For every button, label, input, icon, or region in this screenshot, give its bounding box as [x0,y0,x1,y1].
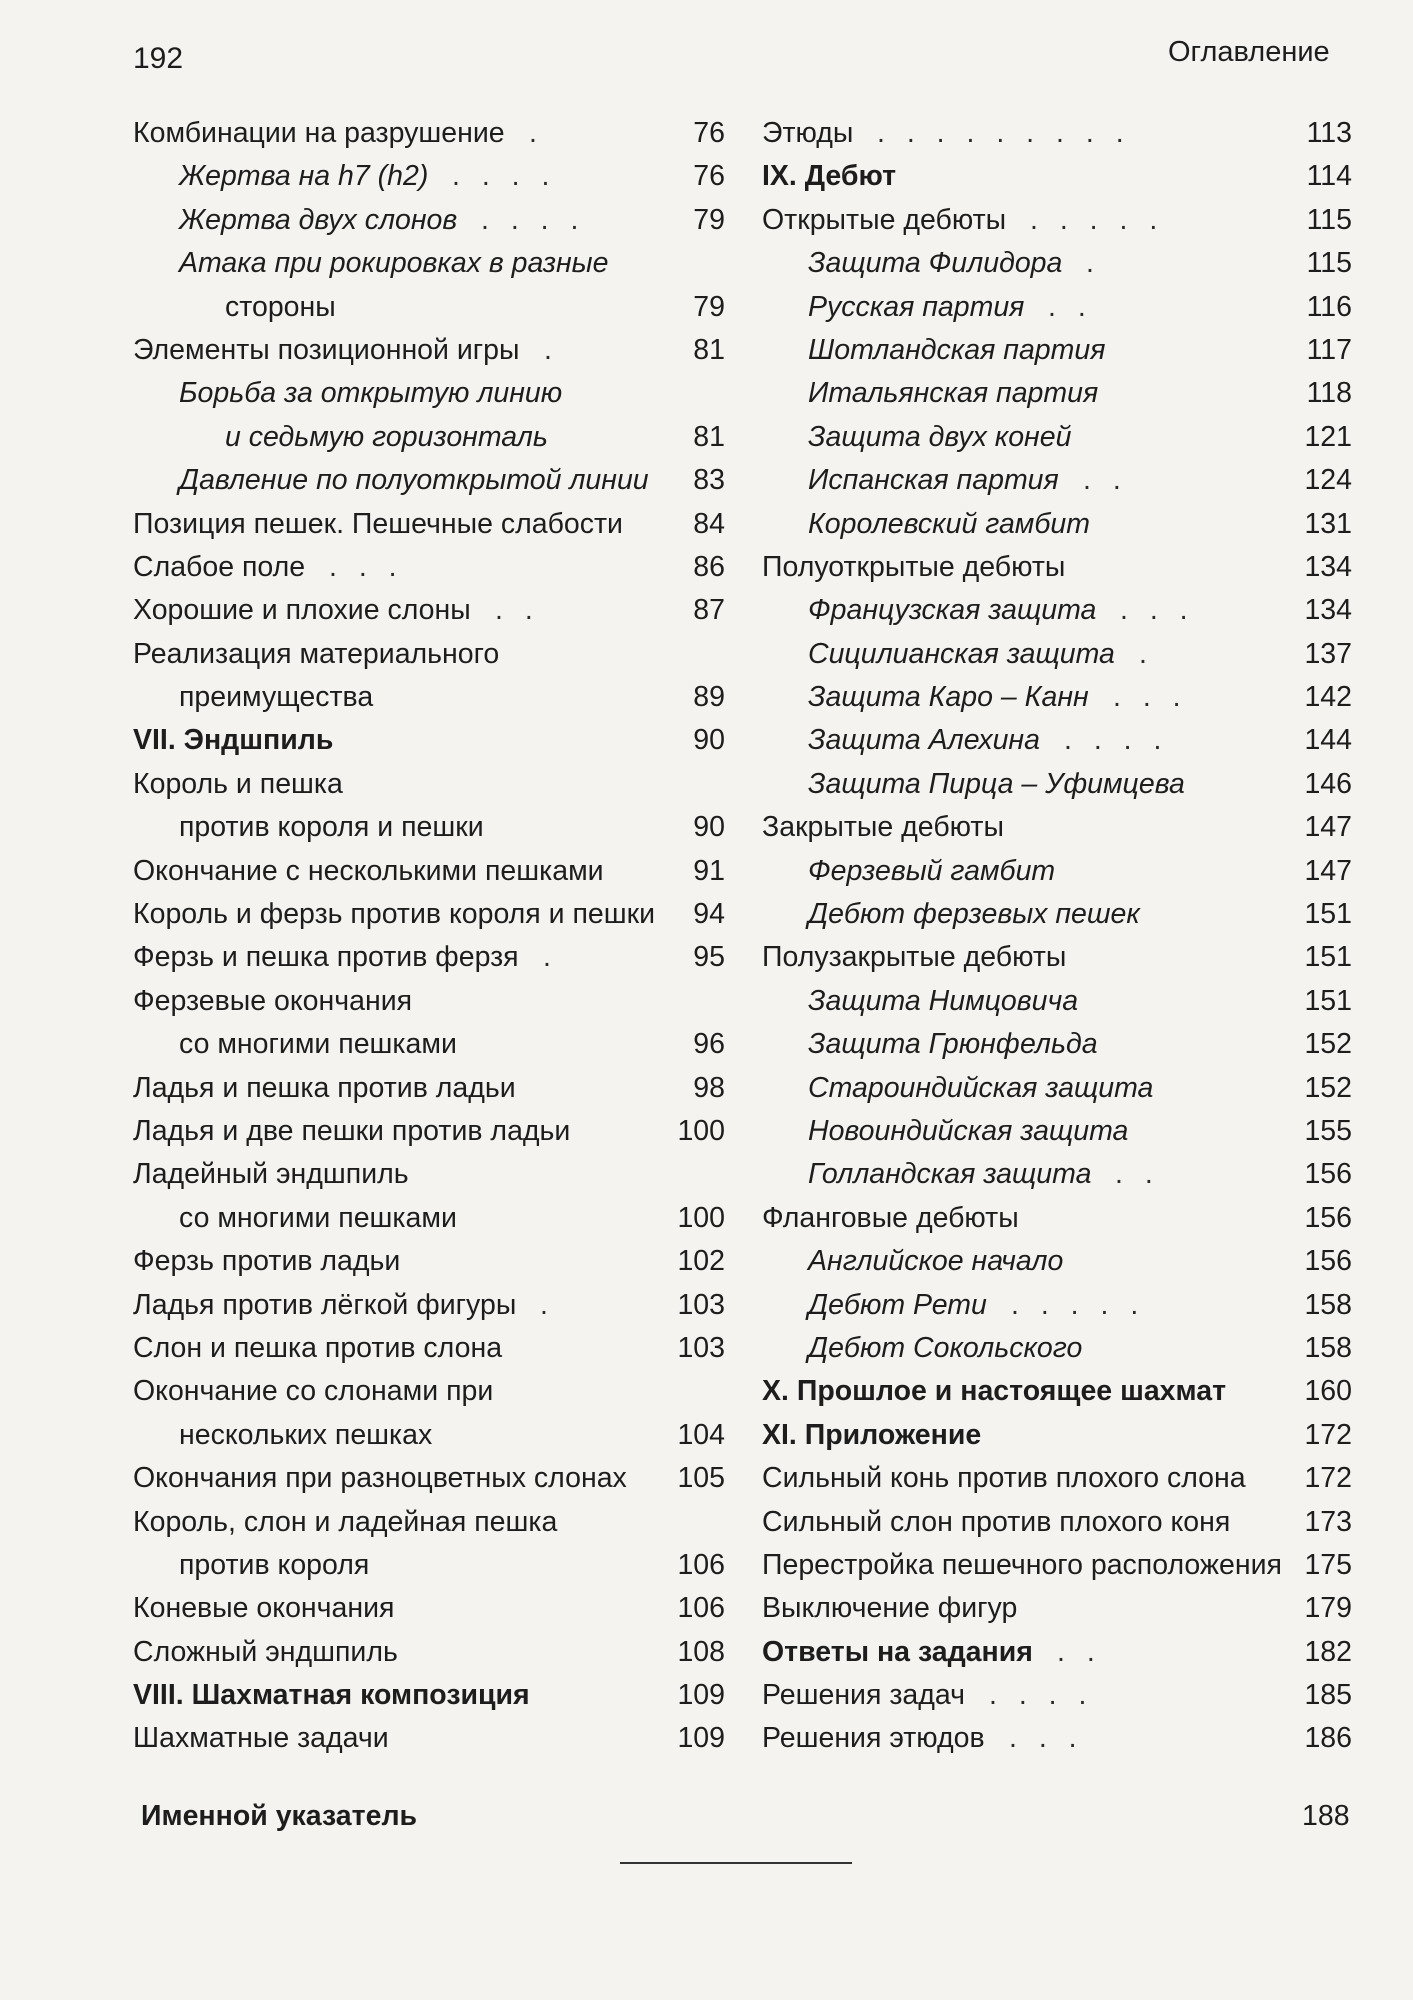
toc-entry [133,459,725,502]
toc-entry-leader: . . . . [1064,724,1169,757]
toc-entry-page: 118 [1306,377,1352,410]
toc-entry-title: Ладья и две пешки против ладьи [133,1114,571,1147]
toc-entry-title: преимущества [179,681,374,714]
toc-entry-title: нескольких пешках [179,1418,433,1451]
toc-entry-leader: . . . [1120,594,1195,627]
toc-entry [762,503,1352,546]
toc-entry-title: Дебют Сокольского [808,1331,1083,1364]
toc-entry-title: Ферзь против ладьи [133,1245,401,1278]
toc-entry-leader: . . [1057,1635,1102,1668]
toc-entry-page: 185 [1304,1679,1352,1712]
toc-entry-leader: . [1139,637,1154,670]
toc-entry [762,676,1352,719]
toc-entry-title: Борьба за открытую линию [179,377,563,410]
toc-entry [762,1457,1352,1500]
toc-entry-leader: . . . . [989,1679,1094,1712]
toc-entry-leader: . . [1083,464,1128,497]
toc-entry-page: 158 [1304,1331,1352,1364]
toc-entry-title: Ферзевые окончания [133,984,413,1017]
toc-entry-leader: . . . . [481,203,586,236]
toc-entry-title: Давление по полуоткрытой линии [179,464,649,497]
toc-entry [762,199,1352,242]
index-entry-page: 188 [1302,1800,1350,1832]
toc-entry-page: 182 [1304,1635,1352,1668]
toc-entry [133,329,725,372]
toc-entry-page: 158 [1304,1288,1352,1321]
toc-entry [133,806,725,849]
toc-entry-title: Открытые дебюты [762,203,1007,236]
toc-entry [133,503,725,546]
toc-entry [133,1587,725,1630]
toc-entry [762,546,1352,589]
running-head: Оглавление [1168,36,1330,68]
toc-entry [762,1717,1352,1760]
toc-entry [133,1631,725,1674]
toc-entry-title: Защита Каро – Канн [808,681,1089,714]
toc-entry-page: 114 [1306,160,1352,193]
toc-entry-title: Королевский гамбит [808,507,1090,540]
toc-entry [762,1197,1352,1240]
toc-entry [133,589,725,632]
toc-entry-title: Фланговые дебюты [762,1201,1019,1234]
toc-entry-page: 87 [693,594,725,627]
toc-entry-page: 108 [677,1635,725,1668]
toc-entry-page: 103 [677,1288,725,1321]
toc-entry-title: Сложный эндшпиль [133,1635,398,1668]
toc-entry [133,1674,725,1717]
toc-entry-title: Ладья и пешка против ладьи [133,1071,516,1104]
toc-entry-title: Выключение фигур [762,1592,1018,1625]
toc-entry [762,850,1352,893]
toc-entry-page: 100 [677,1201,725,1234]
toc-entry [133,286,725,329]
toc-entry-title: Защита Грюнфельда [808,1028,1098,1061]
toc-entry [762,1674,1352,1717]
toc-entry-leader: . . [495,594,540,627]
toc-entry-title: Голландская защита [808,1158,1092,1191]
toc-entry-title: Английское начало [808,1245,1064,1278]
toc-entry-page: 95 [693,941,725,974]
toc-entry-page: 81 [693,333,725,366]
toc-entry-title: Слабое поле [133,550,306,583]
toc-entry [133,372,725,415]
toc-entry [133,242,725,285]
toc-entry [762,1153,1352,1196]
toc-entry [133,719,725,762]
toc-entry-title: Защита Алехина [808,724,1040,757]
toc-entry [762,242,1352,285]
toc-entry-leader: . . [1048,290,1093,323]
toc-entry [133,850,725,893]
toc-entry-title: стороны [225,290,336,323]
toc-entry-leader: . . . [1113,681,1188,714]
toc-entry [762,1544,1352,1587]
toc-entry-title: Решения этюдов [762,1722,985,1755]
toc-entry-page: 179 [1304,1592,1352,1625]
toc-entry [762,1327,1352,1370]
toc-entry-page: 152 [1304,1071,1352,1104]
toc-entry [762,633,1352,676]
toc-entry-title: Дебют Рети [808,1288,987,1321]
toc-entry [133,1717,725,1760]
toc-entry [762,416,1352,459]
toc-entry-title: Этюды [762,117,854,149]
toc-entry-title: Староиндийская защита [808,1071,1154,1104]
toc-entry [133,199,725,242]
toc-entry [762,806,1352,849]
toc-entry-title: Испанская партия [808,464,1059,497]
toc-left-column [133,112,725,1761]
toc-entry [133,1370,725,1413]
toc-entry-title: Слон и пешка против слона [133,1331,503,1364]
toc-entry [762,112,1352,155]
toc-entry-leader: . [529,117,544,149]
toc-entry [133,633,725,676]
toc-entry [133,416,725,459]
toc-entry [762,1587,1352,1630]
toc-entry [133,1153,725,1196]
toc-entry-title: Шотландская партия [808,333,1106,366]
toc-entry-page: 147 [1304,811,1352,844]
toc-entry-title: Ладья против лёгкой фигуры [133,1288,517,1321]
toc-entry-title: со многими пешками [179,1028,457,1061]
page-number: 192 [133,42,184,75]
toc-entry-page: 121 [1304,420,1352,453]
toc-entry-title: Закрытые дебюты [762,811,1004,844]
toc-entry [133,1457,725,1500]
toc-entry-page: 98 [693,1071,725,1104]
toc-entry-leader: . . . [329,550,404,583]
toc-entry-title: Полузакрытые дебюты [762,941,1067,974]
toc-entry-page: 103 [677,1331,725,1364]
divider-rule [620,1862,852,1864]
toc-entry [762,1240,1352,1283]
toc-entry [762,1631,1352,1674]
toc-entry-page: 155 [1304,1114,1352,1147]
toc-entry [133,1544,725,1587]
toc-entry [133,936,725,979]
toc-entry [762,155,1352,198]
toc-entry-page: 84 [693,507,725,540]
toc-entry-title: Защита Нимцовича [808,984,1079,1017]
toc-entry-page: 109 [677,1679,725,1712]
toc-entry [762,1284,1352,1327]
toc-entry-title: Новоиндийская защита [808,1114,1129,1147]
toc-entry-title: против короля [179,1548,370,1581]
toc-entry [133,893,725,936]
toc-entry-page: 113 [1306,117,1352,149]
toc-entry-title: X. Прошлое и настоящее шахмат [762,1375,1227,1408]
toc-entry [762,936,1352,979]
toc-entry-page: 152 [1304,1028,1352,1061]
toc-entry-title: Комбинации на разрушение [133,117,505,149]
toc-entry-page: 142 [1304,681,1352,714]
toc-entry-title: Реализация материального [133,637,500,670]
toc-entry-page: 106 [677,1548,725,1581]
toc-entry-title: со многими пешками [179,1201,457,1234]
toc-entry-page: 76 [693,117,725,149]
toc-entry [133,980,725,1023]
toc-entry-title: Ладейный эндшпиль [133,1158,409,1191]
toc-entry-title: Перестройка пешечного расположения [762,1548,1282,1581]
toc-entry [133,1067,725,1110]
toc-entry [762,1110,1352,1153]
index-entry-title: Именной указатель [141,1800,418,1832]
toc-entry-title: Атака при рокировках в разные [179,247,609,280]
toc-entry-title: Защита Пирца – Уфимцева [808,767,1185,800]
toc-entry [133,1197,725,1240]
toc-entry-page: 116 [1306,290,1352,323]
toc-entry-title: Защита двух коней [808,420,1072,453]
toc-entry-page: 156 [1304,1201,1352,1234]
toc-entry-page: 94 [693,898,725,931]
toc-entry-title: Французская защита [808,594,1097,627]
toc-entry-page: 109 [677,1722,725,1755]
toc-entry [762,980,1352,1023]
toc-entry-leader: . . . . . . . . . [877,117,1131,149]
toc-entry-page: 172 [1304,1462,1352,1495]
toc-entry-title: Позиция пешек. Пешечные слабости [133,507,623,540]
toc-entry-page: 76 [693,160,725,193]
toc-entry-page: 173 [1304,1505,1352,1538]
toc-entry-leader: . . . . . [1030,203,1165,236]
toc-entry [762,286,1352,329]
toc-entry [133,155,725,198]
toc-entry [762,763,1352,806]
toc-entry-title: Полуоткрытые дебюты [762,550,1066,583]
toc-entry-page: 79 [693,203,725,236]
toc-entry-title: Защита Филидора [808,247,1063,280]
toc-entry-page: 90 [693,811,725,844]
toc-entry-title: Решения задач [762,1679,965,1712]
toc-entry-title: Шахматные задачи [133,1722,389,1755]
toc-entry-leader: . . . [1009,1722,1084,1755]
toc-entry-title: и седьмую горизонталь [225,420,548,453]
toc-entry [762,372,1352,415]
toc-entry-page: 117 [1306,333,1352,366]
toc-entry-page: 104 [677,1418,725,1451]
toc-entry-page: 115 [1306,247,1352,280]
toc-entry-title: VII. Эндшпиль [133,724,334,757]
toc-entry [762,1023,1352,1066]
toc-entry-page: 137 [1304,637,1352,670]
toc-entry-page: 172 [1304,1418,1352,1451]
toc-entry-page: 151 [1304,941,1352,974]
toc-entry-title: Русская партия [808,290,1025,323]
toc-entry [762,719,1352,762]
toc-entry [762,589,1352,632]
toc-entry-title: Сильный конь против плохого слона [762,1462,1246,1495]
toc-entry-title: Ферзь и пешка против ферзя [133,941,519,974]
toc-entry-page: 91 [693,854,725,887]
toc-entry-page: 147 [1304,854,1352,887]
toc-entry-title: Сицилианская защита [808,637,1115,670]
toc-entry-page: 86 [693,550,725,583]
toc-entry-page: 100 [677,1114,725,1147]
toc-entry-title: Дебют ферзевых пешек [808,898,1140,931]
toc-entry-page: 146 [1304,767,1352,800]
toc-entry-leader: . [544,333,559,366]
toc-entry-title: Окончание с несколькими пешками [133,854,604,887]
toc-entry-page: 90 [693,724,725,757]
toc-entry-page: 151 [1304,898,1352,931]
toc-entry [133,1110,725,1153]
toc-entry-leader: . . [1115,1158,1160,1191]
toc-entry-title: Ферзевый гамбит [808,854,1056,887]
toc-entry-title: Коневые окончания [133,1592,395,1625]
toc-entry-title: Итальянская партия [808,377,1099,410]
toc-entry-page: 115 [1306,203,1352,236]
toc-entry [133,546,725,589]
toc-entry-title: Жертва двух слонов [179,203,458,236]
toc-entry [762,329,1352,372]
toc-entry-leader: . [543,941,558,974]
toc-entry-title: против короля и пешки [179,811,484,844]
toc-entry-title: Окончания при разноцветных слонах [133,1462,627,1495]
toc-entry-title: IX. Дебют [762,160,897,193]
toc-entry-title: VIII. Шахматная композиция [133,1679,530,1712]
toc-entry-page: 89 [693,681,725,714]
toc-entry-leader: . [1086,247,1101,280]
toc-entry-page: 175 [1304,1548,1352,1581]
toc-entry [133,1284,725,1327]
toc-entry-page: 83 [693,464,725,497]
toc-entry-title: XI. Приложение [762,1418,982,1451]
toc-entry-title: Ответы на задания [762,1635,1033,1668]
toc-entry-page: 106 [677,1592,725,1625]
toc-entry-page: 131 [1304,507,1352,540]
toc-entry [133,1023,725,1066]
toc-entry-title: Жертва на h7 (h2) [179,160,429,193]
toc-entry [133,676,725,719]
toc-entry-page: 134 [1304,594,1352,627]
toc-entry [762,1067,1352,1110]
toc-entry-page: 144 [1304,724,1352,757]
toc-entry [133,1327,725,1370]
toc-entry [133,1414,725,1457]
toc-entry-title: Хорошие и плохие слоны [133,594,471,627]
toc-entry [133,1501,725,1544]
toc-entry-page: 156 [1304,1245,1352,1278]
toc-entry-title: Король и ферзь против короля и пешки [133,898,656,931]
toc-entry-title: Король, слон и ладейная пешка [133,1505,558,1538]
toc-entry-title: Элементы позиционной игры [133,333,520,366]
toc-entry-leader: . . . . [452,160,557,193]
toc-entry [762,1414,1352,1457]
toc-entry-leader: . . . . . [1011,1288,1146,1321]
toc-entry-page: 151 [1304,984,1352,1017]
toc-entry [762,459,1352,502]
toc-right-column [762,112,1352,1761]
toc-entry-page: 156 [1304,1158,1352,1191]
toc-entry-page: 105 [677,1462,725,1495]
toc-entry-page: 134 [1304,550,1352,583]
toc-entry-title: Сильный слон против плохого коня [762,1505,1231,1538]
toc-entry-page: 79 [693,290,725,323]
toc-entry [762,1370,1352,1413]
toc-entry-page: 102 [677,1245,725,1278]
toc-entry-title: Окончание со слонами при [133,1375,494,1408]
toc-entry-page: 124 [1304,464,1352,497]
toc-entry [762,1501,1352,1544]
toc-entry-title: Король и пешка [133,767,343,800]
toc-entry-page: 186 [1304,1722,1352,1755]
toc-entry-leader: . [540,1288,555,1321]
toc-entry [133,1240,725,1283]
toc-entry-page: 81 [693,420,725,453]
toc-entry-page: 96 [693,1028,725,1061]
toc-entry [133,763,725,806]
toc-entry [762,893,1352,936]
toc-entry-page: 160 [1304,1375,1352,1408]
toc-entry [133,112,725,155]
